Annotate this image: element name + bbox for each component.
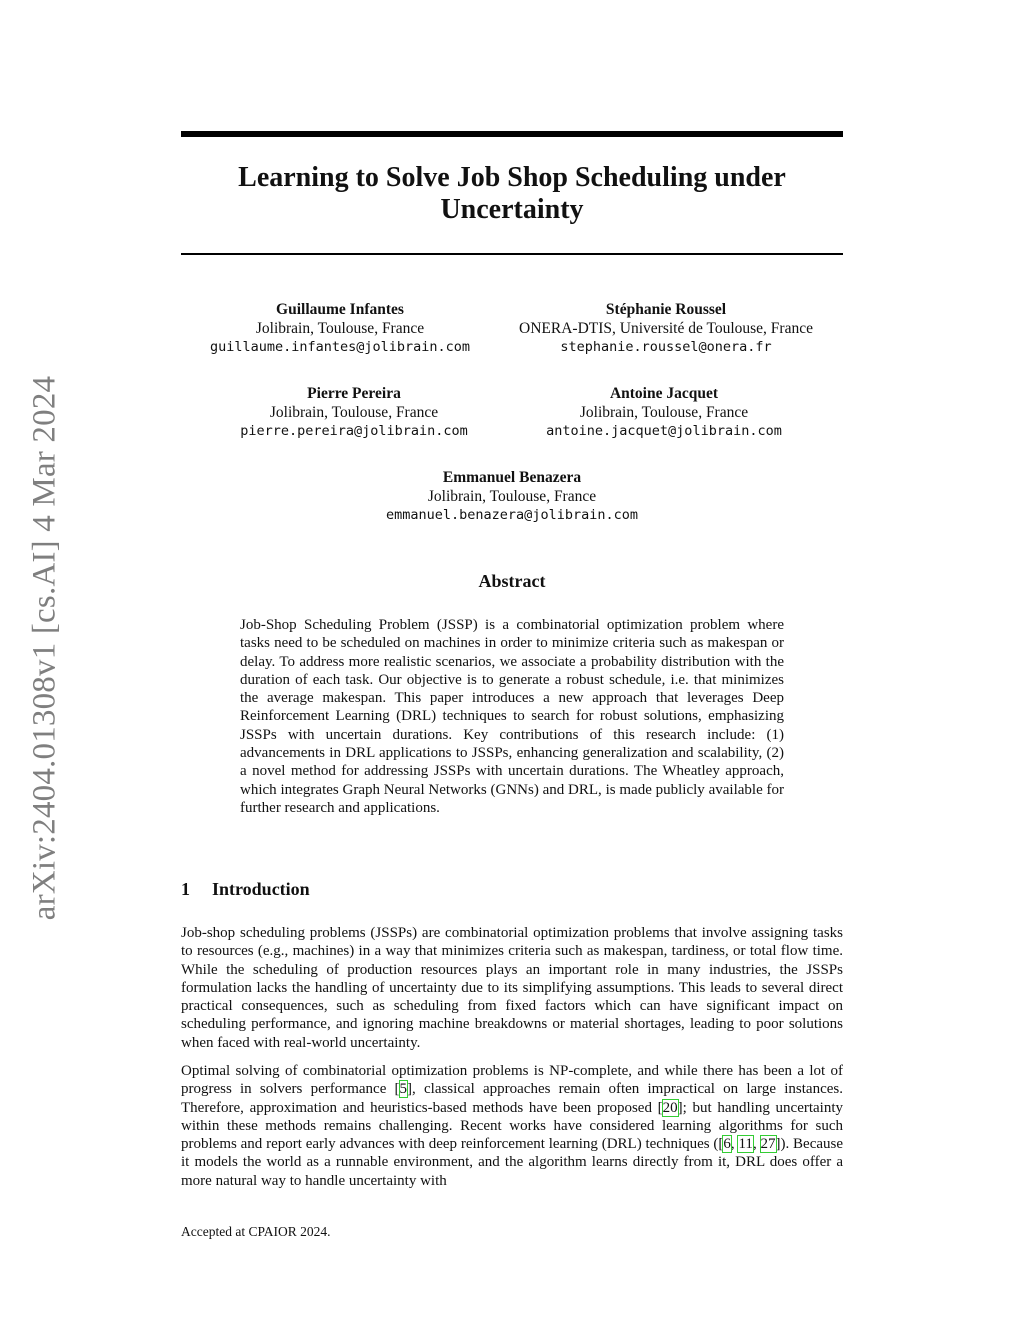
abstract-text: Job-Shop Scheduling Problem (JSSP) is a combinatorial optimization problem where tasks need to be scheduled on machines in order to minimize criteria such as makespan or delay. To address more realistic scenarios, we associate a probability distribution with the duration of each task. Our objective is to generate a robust schedule, i.e. that minimizes the average makespan. This paper introduces a new approach that leverages Deep Reinforcement Learning (DRL) techniques to search for robust solutions, emphasizing JSSPs with uncertain durations. Key contributions of this research include: (1) advancements in DRL applications to JSSPs, enhancing generalization and scalability, (2) a novel method for addressing JSSPs with uncertain durations. The Wheatley approach, which integrates Graph Neural Networks (GNNs) and DRL, is made publicly available for further research and applications. <box>240 617 784 816</box>
abstract-heading: Abstract <box>478 571 546 591</box>
section-title: Introduction <box>212 879 310 899</box>
section-heading-introduction <box>181 879 310 900</box>
author-affiliation: Jolibrain, Toulouse, France <box>255 320 425 337</box>
citation-separator: , <box>752 1136 761 1153</box>
author-block <box>342 468 682 525</box>
author-email[interactable]: stephanie.roussel@onera.fr <box>560 339 772 355</box>
title-bottom-rule <box>181 253 843 255</box>
title-top-rule <box>181 131 843 137</box>
author-block <box>204 384 504 441</box>
intro-paragraph <box>181 1062 843 1190</box>
intro-paragraph: Job-shop scheduling problems (JSSPs) are combinatorial optimization problems that involve assigning tasks to resources (e.g., machines) in a way that minimizes criteria such as makespan, tardiness, or total flow time. While the scheduling of production resources plays an important role in many industries, the JSSPs formulation lacks the handling of uncertainty due to its simplifying assumptions. This leads to several direct practical consequences, such as scheduling from fixed factors which can have significant impact on scheduling performance, and ignoring machine breakdowns or material shortages, leading to poor solutions when faced with real-world uncertainty. <box>181 925 843 1051</box>
author-name: Antoine Jacquet <box>609 385 719 402</box>
paragraph-text: ], classical approaches remain often impractical on large instances. Therefore, approximation and heuristics-based methods have been proposed [ <box>181 1081 843 1116</box>
author-affiliation: ONERA-DTIS, Université de Toulouse, France <box>519 320 813 337</box>
paragraph-text: ]; but handling uncertainty within these methods remains challenging. Recent works have considered learning algorithms for such problems and report early advances with deep reinforcement learning (DRL) techniques ([ <box>181 1099 844 1153</box>
author-name: Guillaume Infantes <box>276 301 404 318</box>
author-name: Pierre Pereira <box>307 385 401 402</box>
author-block <box>496 300 836 357</box>
citation-link[interactable]: 6 <box>723 1136 731 1153</box>
citation-link[interactable]: 27 <box>760 1136 776 1153</box>
footnote: Accepted at CPAIOR 2024. <box>181 1224 331 1239</box>
citation-link[interactable]: 20 <box>662 1099 678 1116</box>
section-number: 1 <box>181 879 190 899</box>
author-affiliation: Jolibrain, Toulouse, France <box>427 488 597 505</box>
author-name: Emmanuel Benazera <box>442 469 582 486</box>
arxiv-identifier: arXiv:2404.01308v1 [cs.AI] 4 Mar 2024 <box>26 375 63 921</box>
author-name: Stéphanie Roussel <box>605 301 727 318</box>
author-email[interactable]: emmanuel.benazera@jolibrain.com <box>386 507 638 523</box>
author-block <box>514 384 814 441</box>
author-email[interactable]: pierre.pereira@jolibrain.com <box>240 423 468 439</box>
author-affiliation: Jolibrain, Toulouse, France <box>269 404 439 421</box>
paragraph-text: ]). Because it models the world as a runnable environment, and the algorithm learns directly from it, DRL does offer a more natural way to handle uncertainty with <box>181 1136 844 1189</box>
citation-link[interactable]: 11 <box>738 1136 753 1153</box>
citation-link[interactable]: 5 <box>399 1081 408 1098</box>
paragraph-text: Optimal solving of combinatorial optimization problems is NP-complete, and while there has been a lot of progress in solvers performance [ <box>181 1063 843 1098</box>
author-email[interactable]: guillaume.infantes@jolibrain.com <box>209 339 471 355</box>
citation-separator: , <box>730 1136 739 1153</box>
author-block <box>190 300 490 357</box>
author-email[interactable]: antoine.jacquet@jolibrain.com <box>546 423 782 439</box>
author-affiliation: Jolibrain, Toulouse, France <box>579 404 749 421</box>
paper-title: Learning to Solve Job Shop Scheduling under Uncertainty <box>238 162 786 225</box>
